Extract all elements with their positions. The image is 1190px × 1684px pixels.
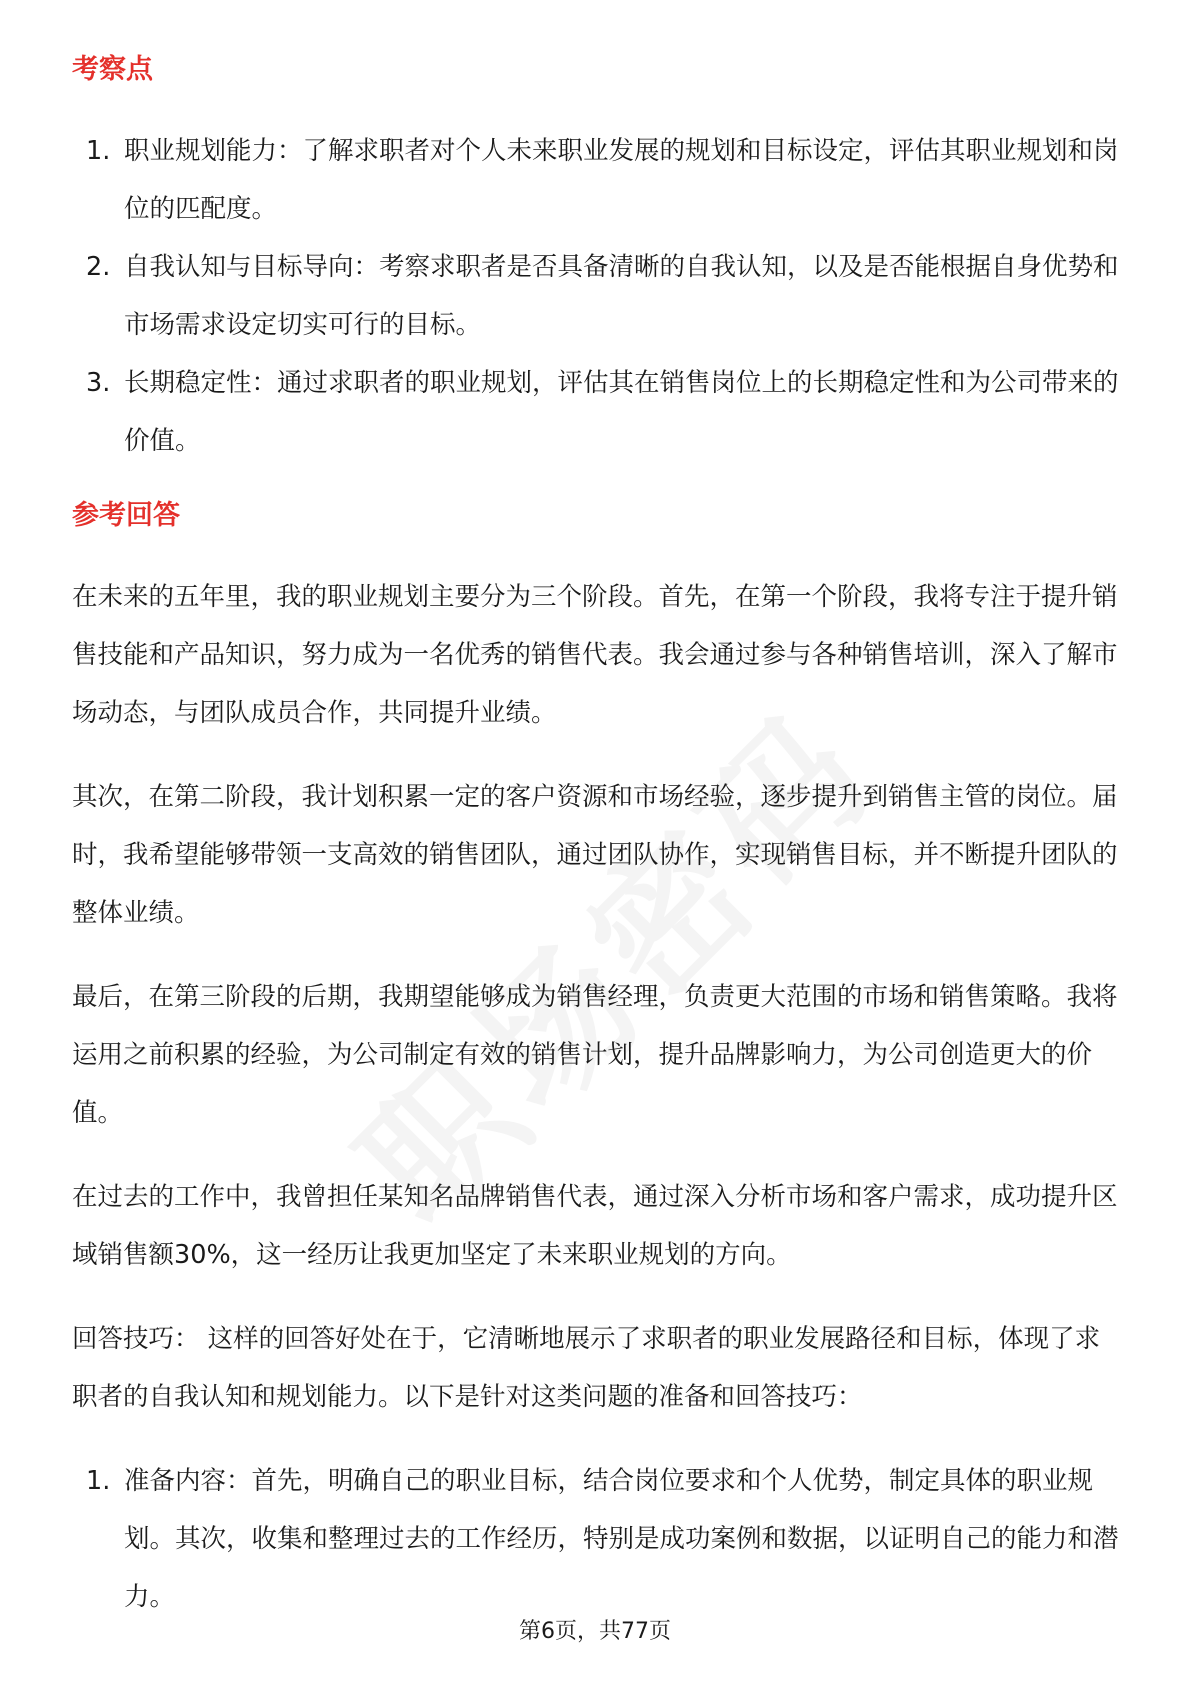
paragraph: 最后，在第三阶段的后期，我期望能够成为销售经理，负责更大范围的市场和销售策略。我将运用之前积累的经验，为公司制定有效的销售计划，提升品牌影响力，为公司创造更大的价值。 <box>72 982 1118 1128</box>
page-number-footer: 第6页，共77页 <box>519 1619 671 1644</box>
list-item <box>72 122 1122 238</box>
paragraph: 其次，在第二阶段，我计划积累一定的客户资源和市场经验，逐步提升到销售主管的岗位。届时，我希望能够带领一支高效的销售团队，通过团队协作，实现销售目标，并不断提升团队的整体业绩。 <box>72 782 1118 928</box>
paragraph: 在未来的五年里，我的职业规划主要分为三个阶段。首先，在第一个阶段，我将专注于提升销售技能和产品知识，努力成为一名优秀的销售代表。我会通过参与各种销售培训，深入了解市场动态，与团队成员合作，共同提升业绩。 <box>72 582 1118 728</box>
list-item <box>72 238 1122 354</box>
page-content <box>72 50 1122 1626</box>
list-item-number: 1. <box>86 1466 111 1496</box>
list-item-text: 职业规划能力：了解求职者对个人未来职业发展的规划和目标设定，评估其职业规划和岗位的匹配度。 <box>124 136 1119 224</box>
answer-tips-list <box>72 1452 1122 1626</box>
list-item-text: 长期稳定性：通过求职者的职业规划，评估其在销售岗位上的长期稳定性和为公司带来的价值。 <box>124 368 1119 456</box>
examination-points-list <box>72 122 1122 470</box>
section-heading-reference-answer: 参考回答 <box>72 500 180 531</box>
list-item-number: 3. <box>86 368 111 398</box>
list-item <box>72 354 1122 470</box>
list-item-number: 1. <box>86 136 111 166</box>
list-item <box>72 1452 1122 1626</box>
paragraph: 在过去的工作中，我曾担任某知名品牌销售代表，通过深入分析市场和客户需求，成功提升区域销售额30%，这一经历让我更加坚定了未来职业规划的方向。 <box>72 1182 1118 1270</box>
list-item-text: 自我认知与目标导向：考察求职者是否具备清晰的自我认知，以及是否能根据自身优势和市场需求设定切实可行的目标。 <box>124 252 1119 340</box>
list-item-text: 准备内容：首先，明确自己的职业目标，结合岗位要求和个人优势，制定具体的职业规划。其次，收集和整理过去的工作经历，特别是成功案例和数据，以证明自己的能力和潜力。 <box>124 1466 1119 1612</box>
paragraph-answer-tips: 回答技巧： 这样的回答好处在于，它清晰地展示了求职者的职业发展路径和目标，体现了求职者的自我认知和规划能力。以下是针对这类问题的准备和回答技巧： <box>72 1324 1101 1412</box>
list-item-number: 2. <box>86 252 111 282</box>
section-heading-examination-points: 考察点 <box>72 54 153 85</box>
